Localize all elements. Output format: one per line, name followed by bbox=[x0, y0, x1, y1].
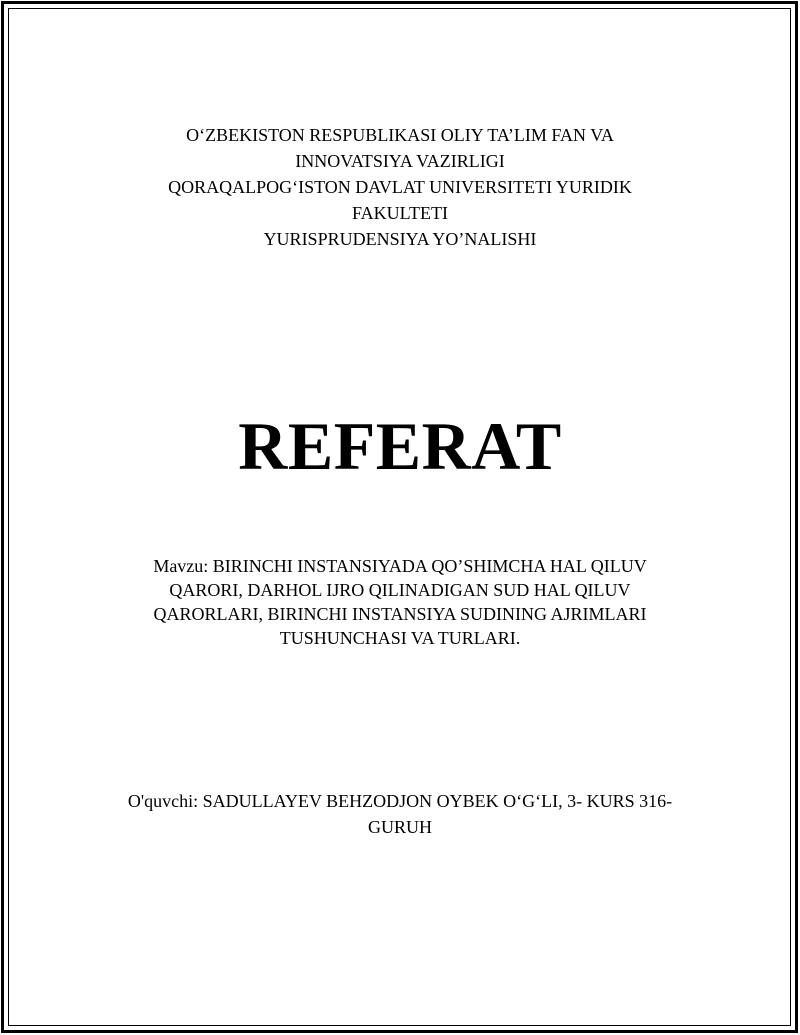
topic-line-1: Mavzu: BIRINCHI INSTANSIYADA QO’SHIMCHA HAL QILUV bbox=[153, 556, 647, 576]
student-line-2: GURUH bbox=[367, 817, 432, 837]
topic-line-3: QARORLARI, BIRINCHI INSTANSIYA SUDINING AJRIMLARI bbox=[153, 604, 647, 624]
header-line-university-1: QORAQALPOG‘ISTON DAVLAT UNIVERSITETI YURIDIK bbox=[168, 177, 632, 197]
header-line-university-2: FAKULTETI bbox=[352, 203, 448, 223]
topic-line-2: QARORI, DARHOL IJRO QILINADIGAN SUD HAL QILUV bbox=[169, 580, 631, 600]
header-line-program: YURISPRUDENSIYA YO’NALISHI bbox=[263, 229, 537, 249]
header-line-ministry-2: INNOVATSIYA VAZIRLIGI bbox=[295, 151, 505, 171]
header-line-ministry-1: O‘ZBEKISTON RESPUBLIKASI OLIY TA’LIM FAN VA bbox=[186, 125, 614, 145]
topic-block bbox=[100, 554, 700, 650]
institution-header bbox=[100, 122, 700, 252]
student-line-1: O'quvchi: SADULLAYEV BEHZODJON OYBEK O‘G‘LI, 3- KURS 316- bbox=[127, 791, 673, 811]
topic-line-4: TUSHUNCHASI VA TURLARI. bbox=[279, 628, 521, 648]
student-block bbox=[100, 788, 700, 840]
document-title: REFERAT bbox=[238, 408, 562, 484]
